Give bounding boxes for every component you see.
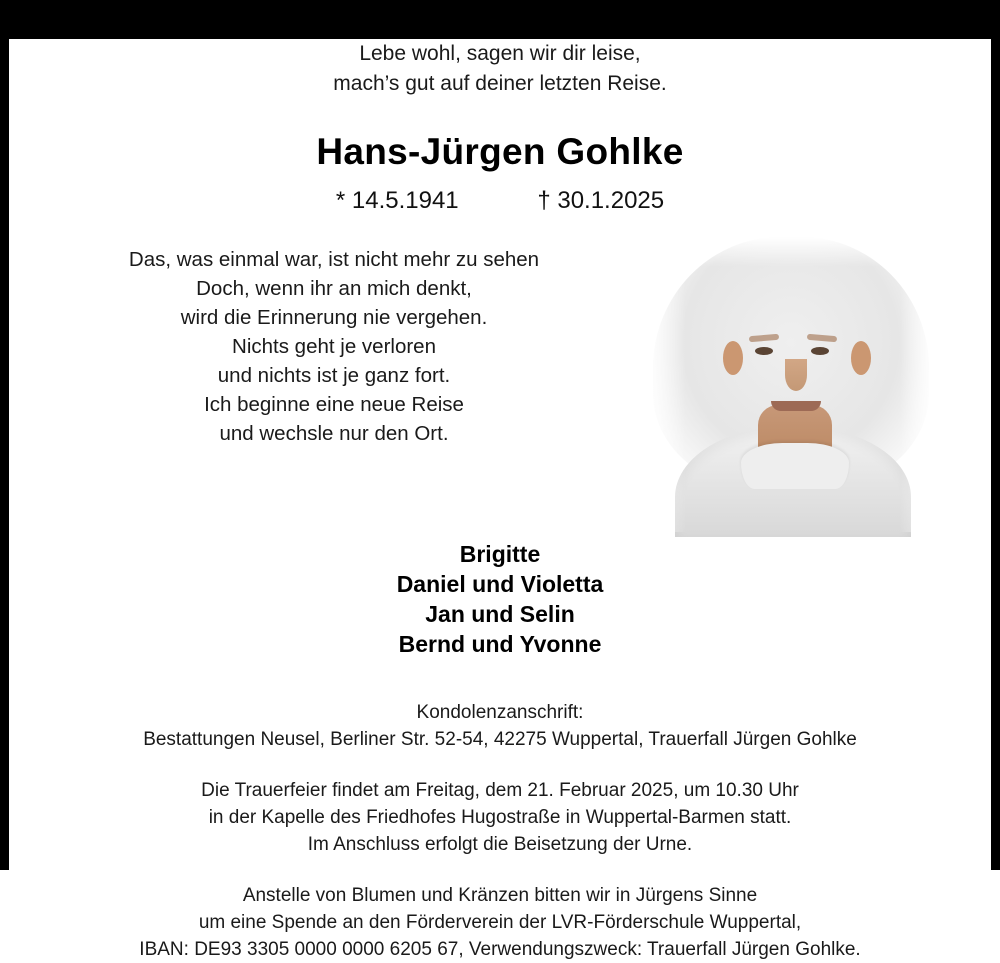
deceased-name: Hans-Jürgen Gohlke [316, 131, 684, 172]
family-name-3: Jan und Selin [425, 601, 575, 627]
poem-line-3: wird die Erinnerung nie vergehen. [180, 306, 488, 329]
family-name-1: Brigitte [459, 541, 541, 567]
portrait-eye-left [755, 347, 773, 355]
donation-line-2: um eine Spende an den Förderverein der LVR-Förderschule Wuppertal, [198, 912, 802, 933]
obituary-card [9, 39, 991, 960]
condolence-heading: Kondolenzanschrift: [416, 702, 584, 723]
life-dates [9, 187, 991, 215]
ceremony-line-1: Die Trauerfeier findet am Freitag, dem 21. Februar 2025, um 10.30 Uhr [201, 780, 799, 801]
donation-line-3: IBAN: DE93 3305 0000 0000 6205 67, Verwendungszweck: Trauerfall Jürgen Gohlke. [139, 939, 861, 960]
condolence-section [9, 699, 991, 753]
ceremony-section [9, 777, 991, 858]
portrait-eye-right [811, 347, 829, 355]
portrait-ear-left [723, 341, 743, 375]
portrait-ear-right [851, 341, 871, 375]
poem-line-7: und wechsle nur den Ort. [219, 422, 449, 445]
donation-line-1: Anstelle von Blumen und Kränzen bitten wir in Jürgens Sinne [242, 885, 758, 906]
poem-line-5: und nichts ist je ganz fort. [217, 364, 451, 387]
poem-line-6: Ich beginne eine neue Reise [204, 393, 464, 416]
motto-verse [9, 39, 991, 99]
portrait-mouth [771, 401, 821, 411]
portrait-photo-canvas [645, 237, 935, 532]
family-names [9, 539, 991, 659]
poem-line-2: Doch, wenn ihr an mich denkt, [196, 277, 472, 300]
ceremony-line-3: Im Anschluss erfolgt die Beisetzung der Urne. [307, 834, 693, 855]
family-name-4: Bernd und Yvonne [398, 631, 602, 657]
poem-line-1: Das, was einmal war, ist nicht mehr zu sehen [128, 248, 540, 271]
death-date: † 30.1.2025 [537, 187, 665, 214]
birth-date: * 14.5.1941 [335, 187, 459, 214]
condolence-address: Bestattungen Neusel, Berliner Str. 52-54, 42275 Wuppertal, Trauerfall Jürgen Gohlke [143, 729, 857, 750]
portrait-nose [785, 359, 807, 391]
memorial-poem [69, 245, 599, 448]
ceremony-line-2: in der Kapelle des Friedhofes Hugostraße in Wuppertal-Barmen statt. [208, 807, 792, 828]
family-name-2: Daniel und Violetta [396, 571, 604, 597]
portrait-photo [645, 237, 935, 532]
poem-and-portrait-row [9, 245, 991, 545]
donation-section [9, 882, 991, 963]
motto-line-1: Lebe wohl, sagen wir dir leise, [359, 42, 641, 65]
portrait-collar [741, 443, 849, 489]
motto-line-2: mach’s gut auf deiner letzten Reise. [333, 72, 667, 95]
poem-line-4: Nichts geht je verloren [232, 335, 436, 358]
